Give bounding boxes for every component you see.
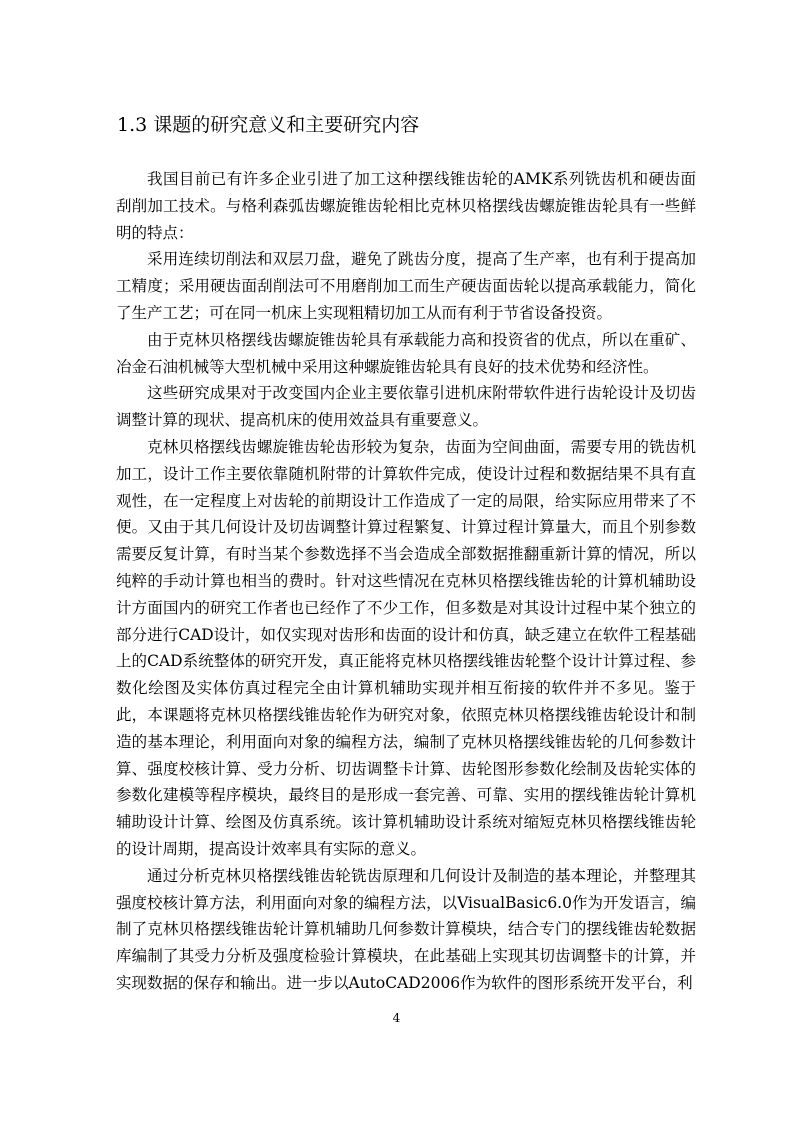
paragraph: 这些研究成果对于改变国内企业主要依靠引进机床附带软件进行齿轮设计及切齿调整计算的现状、提高机床的使用效益具有重要意义。	[116, 384, 696, 430]
page-number: 4	[392, 1011, 401, 1025]
paragraph: 通过分析克林贝格摆线锥齿轮铣齿原理和几何设计及制造的基本理论，并整理其强度校核计算方法，利用面向对象的编程方法，以VisualBasic6.0作为开发语言，编制了克林贝格摆线锥齿轮计算机辅助几何参数计算模块，结合专门的摆线锥齿轮数据库编制了其受力分析及强度检验计算模块，在此基础上实现其切齿调整卡的计算，并实现数据的保存和输出。进一步以AutoCAD2006作为软件的图形系统开发平台，利	[116, 866, 696, 992]
paragraph: 采用连续切削法和双层刀盘，避免了跳齿分度，提高了生产率，也有利于提高加工精度；采用硬齿面刮削法可不用磨削加工而生产硬齿面齿轮以提高承载能力，简化了生产工艺；可在同一机床上实现粗精切加工从而有利于节省设备投资。	[116, 250, 696, 322]
paragraph: 我国目前已有许多企业引进了加工这种摆线锥齿轮的AMK系列铣齿机和硬齿面刮削加工技术。与格利森弧齿螺旋锥齿轮相比克林贝格摆线齿螺旋锥齿轮具有一些鲜明的特点：	[116, 170, 696, 242]
section-heading: 1.3 课题的研究意义和主要研究内容	[117, 114, 420, 136]
paragraph: 由于克林贝格摆线齿螺旋锥齿轮具有承载能力高和投资省的优点，所以在重矿、冶金石油机械等大型机械中采用这种螺旋锥齿轮具有良好的技术优势和经济性。	[116, 330, 696, 376]
body-text	[116, 166, 696, 997]
paragraph: 克林贝格摆线齿螺旋锥齿轮齿形较为复杂，齿面为空间曲面，需要专用的铣齿机加工，设计工作主要依靠随机附带的计算软件完成，使设计过程和数据结果不具有直观性，在一定程度上对齿轮的前期设计工作造成了一定的局限，给实际应用带来了不便。又由于其几何设计及切齿调整计算过程繁复、计算过程计算量大，而且个别参数需要反复计算，有时当某个参数选择不当会造成全部数据推翻重新计算的情况，所以纯粹的手动计算也相当的费时。针对这些情况在克林贝格摆线锥齿轮的计算机辅助设计方面国内的研究工作者也已经作了不少工作，但多数是对其设计过程中某个独立的部分进行CAD设计，如仅实现对齿形和齿面的设计和仿真，缺乏建立在软件工程基础上的CAD系统整体的研究开发，真正能将克林贝格摆线锥齿轮整个设计计算过程、参数化绘图及实体仿真过程完全由计算机辅助实现并相互衔接的软件并不多见。鉴于此，本课题将克林贝格摆线锥齿轮作为研究对象，依照克林贝格摆线锥齿轮设计和制造的基本理论，利用面向对象的编程方法，编制了克林贝格摆线锥齿轮的几何参数计算、强度校核计算、受力分析、切齿调整卡计算、齿轮图形参数化绘制及齿轮实体的参数化建模等程序模块，最终目的是形成一套完善、可靠、实用的摆线锥齿轮计算机辅助设计计算、绘图及仿真系统。该计算机辅助设计系统对缩短克林贝格摆线锥齿轮的设计周期，提高设计效率具有实际的意义。	[116, 437, 696, 858]
